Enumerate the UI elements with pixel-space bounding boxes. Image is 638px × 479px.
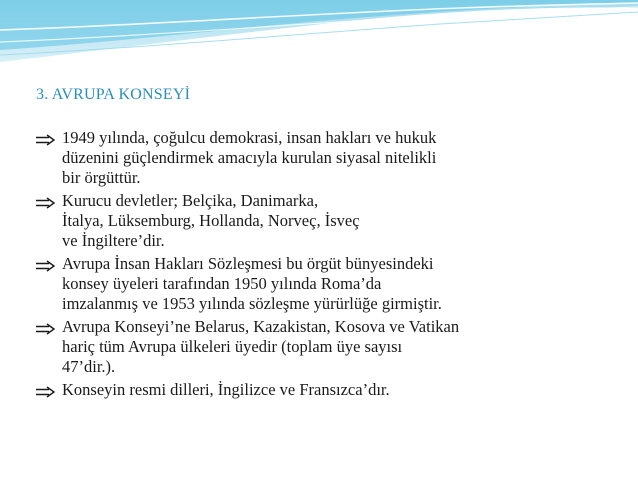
bullet-line: 47’dir.). <box>62 357 116 376</box>
bullet-line: Avrupa İnsan Hakları Sözleşmesi bu örgüt bünyesindeki <box>62 254 434 273</box>
bullet-line: Avrupa Konseyi’ne Belarus, Kazakistan, Kosova ve Vatikan <box>62 317 460 336</box>
bullet-item <box>36 317 626 377</box>
bullet-item <box>36 254 626 314</box>
bullet-item <box>36 128 626 188</box>
bullet-line: 1949 yılında, çoğulcu demokrasi, insan hakları ve hukuk <box>62 128 437 147</box>
wave-decoration <box>0 0 638 70</box>
bullet-line: bir örgüttür. <box>62 168 141 187</box>
double-arrow-right-icon <box>36 191 62 251</box>
bullet-line: düzenini güçlendirmek amacıyla kurulan siyasal nitelikli <box>62 148 437 167</box>
bullet-text <box>62 128 626 188</box>
bullet-line: imzalanmış ve 1953 yılında sözleşme yürürlüğe girmiştir. <box>62 294 442 313</box>
bullet-list <box>36 128 626 403</box>
bullet-text <box>62 254 626 314</box>
bullet-line: İtalya, Lüksemburg, Hollanda, Norveç, İsveç <box>62 211 360 230</box>
bullet-text <box>62 191 626 251</box>
bullet-line: konsey üyeleri tarafından 1950 yılında Roma’da <box>62 274 382 293</box>
bullet-line: hariç tüm Avrupa ülkeleri üyedir (toplam üye sayısı <box>62 337 403 356</box>
double-arrow-right-icon <box>36 317 62 377</box>
bullet-text <box>62 317 626 377</box>
bullet-item <box>36 380 626 400</box>
slide-title: 3. AVRUPA KONSEYİ <box>36 86 191 103</box>
double-arrow-right-icon <box>36 254 62 314</box>
double-arrow-right-icon <box>36 380 62 400</box>
bullet-line: Kurucu devletler; Belçika, Danimarka, <box>62 191 319 210</box>
double-arrow-right-icon <box>36 128 62 188</box>
bullet-item <box>36 191 626 251</box>
bullet-text <box>62 380 626 400</box>
bullet-line: ve İngiltere’dir. <box>62 231 165 250</box>
bullet-line: Konseyin resmi dilleri, İngilizce ve Fransızca’dır. <box>62 380 390 399</box>
